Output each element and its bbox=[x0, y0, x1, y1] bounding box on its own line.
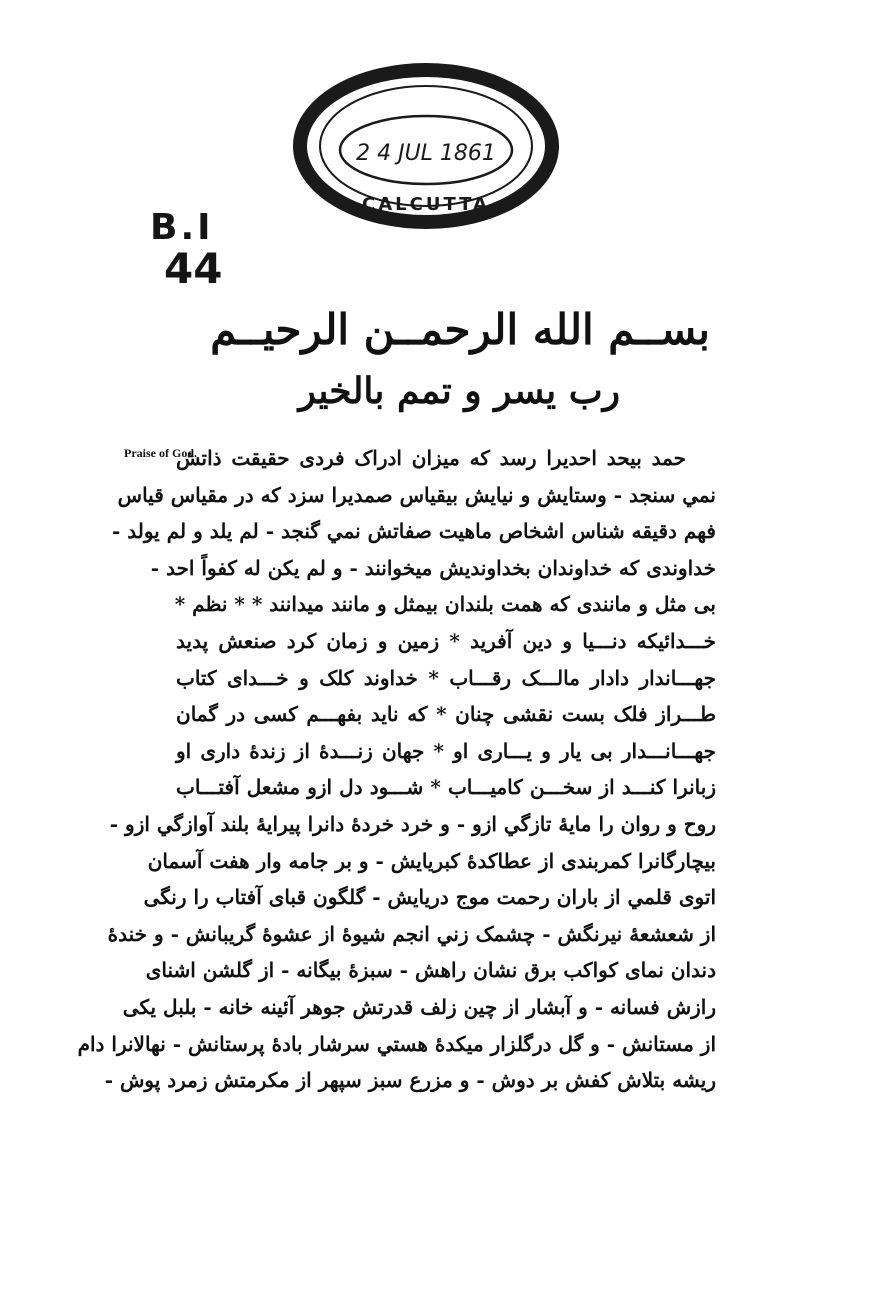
invocation-heading: رب یسر و تمم بالخیر bbox=[298, 370, 620, 412]
text-line: فهم دقیقه شناس اشخاص ماهیت صفاتش نمي گنجد - لم یلد و لم یولد - bbox=[111, 519, 716, 544]
stamp-date: 2 4 JUL 1861 bbox=[356, 141, 496, 166]
stamp-graphic bbox=[292, 62, 560, 230]
text-line: حمد بیحد احدیرا رسد که میزان ادراک فردی حقیقت ذاتش bbox=[176, 446, 686, 470]
text-line: از شعشعهٔ نیرنگش - چشمک زني انجم شیوهٔ از عشوهٔ گریبانش - و خندهٔ bbox=[107, 921, 716, 946]
verse-line: جهـــانـــدار بی یار و یـــاری او * جهان زنـــدهٔ از زندهٔ داری او bbox=[176, 738, 716, 763]
verse-line: زبانرا کنـــد از سخـــن کامیـــاب * شـــود دل ازو مشعل آفتـــاب bbox=[176, 775, 716, 800]
text-line: بیچارگانرا کمربندی از عطاکدهٔ کبریایش - و بر جامه وار هفت آسمان bbox=[147, 848, 716, 873]
text-line: نمي سنجد - وستایش و نیایش بیقیاس صمدیرا سزد که در مقیاس قیاس bbox=[117, 482, 716, 507]
verse-line: خـــدائیکه دنـــیا و دین آفرید * زمین و زمان کرد صنعش پدید bbox=[176, 628, 716, 653]
text-line: اتوی قلمي از باران رحمت موج دریایش - گلگون قبای آفتاب را رنگی bbox=[143, 885, 716, 910]
library-stamp bbox=[292, 62, 560, 230]
shelf-mark-number: 44 bbox=[164, 244, 223, 293]
shelf-mark bbox=[150, 207, 223, 293]
text-line: دندان نمای کواکب برق نشان راهش - سبزهٔ بیگانه - از گلشن اشنای bbox=[145, 958, 716, 983]
text-line: رازش فسانه - و آبشار از چین زلف قدرتش جوهر آئینه خانه - بلبل یکی bbox=[122, 994, 716, 1019]
text-line: خداوندی که خداوندان بخداوندیش میخوانند - و لم یکن له کفواً احد - bbox=[150, 555, 716, 580]
verse-line: طـــراز فلک بست نقشی چنان * که ناید بفهـــم کسی در گمان bbox=[176, 702, 716, 727]
text-line: بی مثل و مانندی که همت بلندان بیمثل و مانند میدانند * * نظم * bbox=[174, 592, 716, 617]
text-line: روح و روان را مایهٔ تازگي ازو - و خرد خردهٔ دانرا پیرایهٔ بلند آوازگي ازو - bbox=[109, 811, 716, 836]
text-line: ریشه بتلاش کفش بر دوش - و مزرع سبز سپهر از مکرمتش زمرد پوش - bbox=[104, 1068, 716, 1093]
verse-line: جهـــاندار دادار مالـــک رقـــاب * خداوند کلک و خـــدای کتاب bbox=[176, 665, 716, 690]
text-line: از مستانش - و گل درگلزار میکدهٔ هستي سرشار بادهٔ پرستانش - نهالانرا دام bbox=[77, 1031, 716, 1056]
margin-note: Praise of God. bbox=[124, 446, 197, 460]
stamp-city: CALCUTTA bbox=[362, 194, 490, 215]
shelf-mark-series: B.I bbox=[150, 207, 214, 248]
bismillah-heading: بســم الله الرحمــن الرحيــم bbox=[210, 305, 710, 354]
